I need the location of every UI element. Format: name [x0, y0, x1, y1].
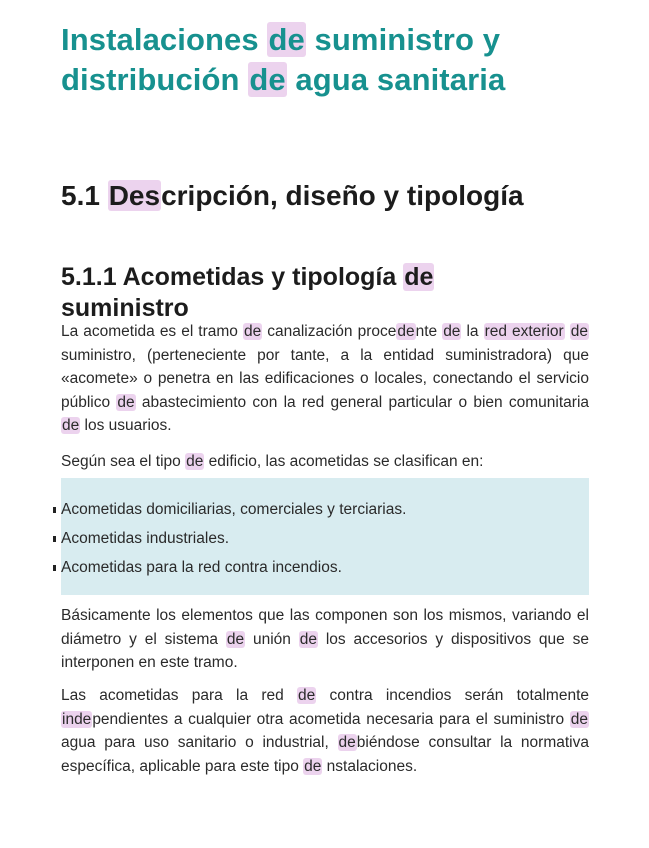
bullet-icon: [53, 565, 56, 571]
list-item: [61, 524, 589, 553]
paragraph-text: pendientes a cualquier otra acometida necesaria para el suministro: [92, 710, 570, 728]
search-highlight: de: [397, 323, 415, 340]
chapter-title-text: Instalaciones: [61, 22, 268, 57]
search-highlight: de: [226, 630, 245, 648]
search-highlight: de: [62, 417, 80, 434]
chapter-title-text: agua sanitaria: [286, 62, 506, 97]
subsection-heading-text: suministro: [61, 294, 189, 322]
subsection-heading: [61, 262, 531, 324]
paragraph-text: biéndose consultar la normativa específica, aplicable para este tipo: [61, 734, 589, 775]
section-number: 5.1: [61, 180, 108, 211]
chapter-title: [61, 20, 589, 100]
list-item-text: Acometidas para la red contra incendios.: [61, 559, 342, 576]
search-highlight: de: [117, 393, 135, 411]
search-highlight: de: [186, 453, 204, 470]
paragraph-text: nte: [415, 323, 443, 340]
paragraph-classification-intro: [61, 450, 589, 474]
bullet-icon: [53, 536, 56, 542]
search-highlight: de: [299, 630, 317, 648]
search-highlight: de: [570, 710, 588, 728]
search-highlight: Des: [108, 180, 161, 211]
paragraph-text: nstalaciones.: [322, 757, 418, 775]
paragraph-text: contra incendios serán totalmente: [316, 687, 589, 704]
paragraph-text: la: [461, 323, 484, 340]
list-item-text: Acometidas industriales.: [61, 530, 229, 547]
search-highlight: de: [570, 323, 588, 340]
paragraph-text: abastecimiento con la red general particular o bien comunitaria: [135, 393, 590, 411]
search-highlight: de: [249, 62, 286, 97]
acometidas-list: [61, 478, 589, 582]
paragraph-text: los accesorios y dispositivos que se interponen en este tramo.: [61, 630, 590, 671]
subsection-heading-text: 5.1.1 Acometidas y tipología: [61, 263, 404, 291]
search-highlight: de: [404, 263, 434, 291]
paragraph-text: Las acometidas para la red: [61, 687, 298, 704]
search-highlight: de: [338, 734, 356, 751]
paragraph-text: unión: [245, 630, 299, 648]
paragraph-text: Básicamente los elementos que las componen son los mismos, variando el diámetro y el sistema: [61, 607, 589, 648]
paragraph-text: Según sea el tipo: [61, 453, 186, 470]
paragraph-text: [565, 323, 570, 340]
search-highlight: de: [268, 22, 305, 57]
paragraph-acometida-definition: [61, 320, 589, 438]
list-item: [61, 553, 589, 582]
paragraph-text: La acometida es el tramo: [61, 323, 243, 340]
search-highlight: de: [304, 757, 322, 775]
paragraph-text: suministro, (perteneciente por tante, a la entidad suministradora) que «acomete» o penetra en las edificaciones o locales, conectando el servicio público: [61, 346, 589, 411]
bullet-icon: [53, 507, 56, 513]
section-heading-text: cripción, diseño y tipología: [161, 180, 524, 211]
paragraph-text: los usuarios.: [80, 417, 172, 434]
search-highlight: de: [243, 323, 262, 340]
paragraph-fire-network: [61, 684, 589, 778]
paragraph-components: [61, 604, 589, 675]
search-highlight: de: [298, 687, 316, 704]
paragraph-text: canalización proce: [262, 323, 397, 340]
paragraph-text: agua para uso sanitario o industrial,: [61, 734, 338, 751]
acometidas-list-box: [61, 478, 589, 595]
list-item-text: Acometidas domiciliarias, comerciales y terciarias.: [61, 501, 407, 518]
list-item: [61, 495, 589, 524]
chapter-title-text: suministro y distribución: [61, 22, 501, 97]
section-heading: [61, 178, 524, 214]
search-highlight: de: [443, 323, 461, 340]
paragraph-text: edificio, las acometidas se clasifican en:: [204, 453, 484, 470]
search-highlight: inde: [62, 710, 92, 728]
document-page: [61, 20, 590, 775]
search-highlight: red exterior: [484, 323, 564, 340]
